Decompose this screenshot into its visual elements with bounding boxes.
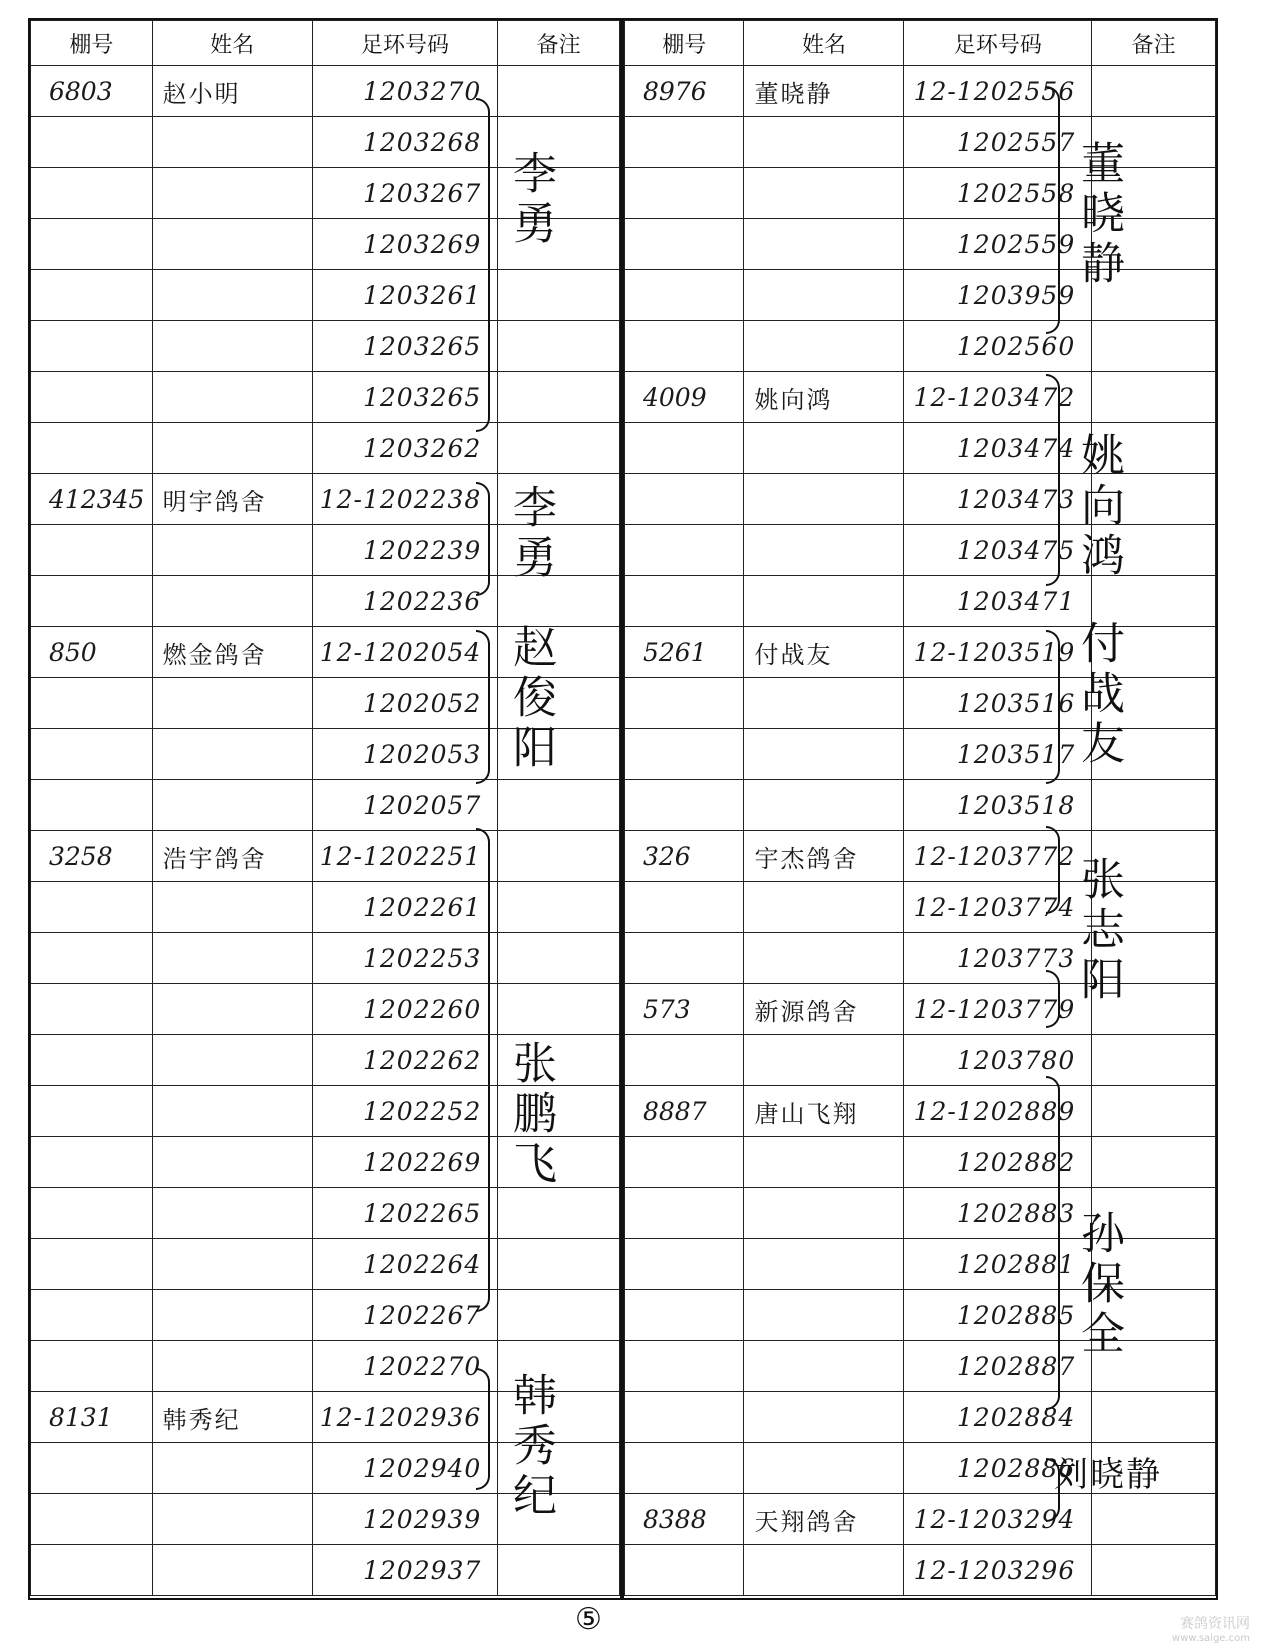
note-cell: [498, 1188, 620, 1239]
ring-number-cell: 1203475: [904, 525, 1092, 576]
ring-number-cell: 1202937: [312, 1545, 498, 1596]
owner-name-cell: [744, 321, 904, 372]
owner-name-cell: [744, 933, 904, 984]
pen-number-cell: [31, 1545, 153, 1596]
pen-number-cell: [625, 219, 744, 270]
owner-name-cell: [152, 1443, 312, 1494]
table-row: [625, 1545, 1216, 1596]
table-row: [31, 1188, 620, 1239]
owner-name-cell: [744, 729, 904, 780]
pen-number-cell: [625, 525, 744, 576]
pen-number-cell: [31, 525, 153, 576]
ring-number-cell: 1202940: [312, 1443, 498, 1494]
ring-number-cell: 1203270: [312, 66, 498, 117]
owner-name-cell: 唐山飞翔: [744, 1086, 904, 1137]
pen-number-cell: [31, 1494, 153, 1545]
note-cell: [1092, 372, 1216, 423]
table-row: [625, 1137, 1216, 1188]
ring-number-cell: 1202236: [312, 576, 498, 627]
right-brace-3: [1046, 630, 1060, 784]
note-cell: [1092, 780, 1216, 831]
right-table: [624, 20, 1216, 1596]
table-row: [31, 1290, 620, 1341]
pen-number-cell: [625, 1341, 744, 1392]
owner-name-cell: 董晓静: [744, 66, 904, 117]
table-row: [31, 66, 620, 117]
pen-number-cell: [31, 321, 153, 372]
pen-number-cell: [625, 474, 744, 525]
owner-name-cell: [152, 576, 312, 627]
left-table: [30, 20, 620, 1596]
owner-name-cell: [152, 1239, 312, 1290]
owner-name-cell: [744, 1239, 904, 1290]
owner-name-cell: [152, 1545, 312, 1596]
ring-number-cell: 1203474: [904, 423, 1092, 474]
owner-name-cell: [152, 1188, 312, 1239]
pen-number-cell: [31, 423, 153, 474]
owner-name-cell: [152, 933, 312, 984]
ring-number-cell: 1202252: [312, 1086, 498, 1137]
pen-number-cell: [31, 1188, 153, 1239]
pen-number-cell: [625, 1545, 744, 1596]
pen-number-cell: 6803: [31, 66, 153, 117]
ring-number-cell: 12-1203294: [904, 1494, 1092, 1545]
right-brace-4: [1046, 826, 1060, 914]
ring-number-cell: 1203773: [904, 933, 1092, 984]
ring-number-cell: 1202261: [312, 882, 498, 933]
table-row: [625, 423, 1216, 474]
owner-name-cell: [152, 1137, 312, 1188]
note-cell: [498, 882, 620, 933]
ring-number-cell: 1202560: [904, 321, 1092, 372]
owner-name-cell: [152, 219, 312, 270]
left-brace-4: [476, 828, 490, 1312]
table-row: [625, 882, 1216, 933]
right-note-4: 张志阳: [1073, 856, 1124, 1006]
pen-number-cell: [31, 270, 153, 321]
ring-number-cell: 12-1203296: [904, 1545, 1092, 1596]
owner-name-cell: [152, 1035, 312, 1086]
owner-name-cell: 宇杰鸽舍: [744, 831, 904, 882]
ring-number-cell: 1202264: [312, 1239, 498, 1290]
ring-number-cell: 1203265: [312, 321, 498, 372]
note-cell: [498, 933, 620, 984]
pen-number-cell: [31, 882, 153, 933]
ring-number-cell: 12-1202054: [312, 627, 498, 678]
table-row: [625, 1188, 1216, 1239]
table-row: [31, 423, 620, 474]
left-note-5: 韩秀纪: [505, 1372, 556, 1522]
note-cell: [498, 321, 620, 372]
left-note-1: 李勇: [505, 150, 556, 250]
table-row: [31, 831, 620, 882]
owner-name-cell: [744, 1188, 904, 1239]
table-row: [625, 933, 1216, 984]
ring-number-cell: 1202052: [312, 678, 498, 729]
ring-number-cell: 12-1203519: [904, 627, 1092, 678]
left-note-2: 李勇: [505, 484, 556, 584]
note-cell: [498, 66, 620, 117]
right-brace-5: [1046, 1076, 1060, 1410]
table-row: [625, 66, 1216, 117]
right-brace-1: [1046, 86, 1060, 334]
ring-number-cell: 1202267: [312, 1290, 498, 1341]
owner-name-cell: [744, 1392, 904, 1443]
ring-number-cell: 12-1202936: [312, 1392, 498, 1443]
note-cell: [498, 780, 620, 831]
table-row: [625, 168, 1216, 219]
note-cell: [498, 984, 620, 1035]
owner-name-cell: [152, 168, 312, 219]
pen-number-cell: [625, 321, 744, 372]
right-note-6: 刘晓静: [1054, 1455, 1162, 1495]
pen-number-cell: [31, 729, 153, 780]
pen-number-cell: 8131: [31, 1392, 153, 1443]
owner-name-cell: [744, 1137, 904, 1188]
owner-name-cell: [152, 372, 312, 423]
table-row: [625, 1239, 1216, 1290]
owner-name-cell: [152, 882, 312, 933]
pen-number-cell: [31, 1137, 153, 1188]
pen-number-cell: [31, 678, 153, 729]
ring-number-cell: 12-1203472: [904, 372, 1092, 423]
ring-number-cell: 1202887: [904, 1341, 1092, 1392]
table-row: [625, 219, 1216, 270]
owner-name-cell: [744, 882, 904, 933]
owner-name-cell: 赵小明: [152, 66, 312, 117]
ring-number-cell: 1202881: [904, 1239, 1092, 1290]
pen-number-cell: [625, 882, 744, 933]
ring-number-cell: 1203473: [904, 474, 1092, 525]
table-row: [625, 831, 1216, 882]
watermark-url: www.saige.com: [1172, 1633, 1250, 1644]
pen-number-cell: 4009: [625, 372, 744, 423]
ring-number-cell: 1202269: [312, 1137, 498, 1188]
owner-name-cell: [152, 780, 312, 831]
owner-name-cell: [152, 1494, 312, 1545]
ring-number-cell: 1202239: [312, 525, 498, 576]
owner-name-cell: 姚向鸿: [744, 372, 904, 423]
ring-number-cell: 1203267: [312, 168, 498, 219]
right-note-2: 姚向鸿: [1073, 432, 1124, 582]
site-watermark: [1172, 1613, 1250, 1644]
note-cell: [498, 270, 620, 321]
table-row: [31, 372, 620, 423]
table-row: [625, 1086, 1216, 1137]
owner-name-cell: [152, 117, 312, 168]
table-row: [31, 882, 620, 933]
table-row: [625, 678, 1216, 729]
ring-number-cell: 1203518: [904, 780, 1092, 831]
pen-number-cell: [31, 1290, 153, 1341]
owner-name-cell: [744, 678, 904, 729]
owner-name-cell: [744, 1545, 904, 1596]
ring-number-cell: 12-1202556: [904, 66, 1092, 117]
owner-name-cell: 天翔鸽舍: [744, 1494, 904, 1545]
owner-name-cell: [152, 525, 312, 576]
table-row: [625, 1341, 1216, 1392]
ring-number-cell: 1202260: [312, 984, 498, 1035]
ring-number-cell: 1203268: [312, 117, 498, 168]
owner-name-cell: [744, 576, 904, 627]
ring-number-cell: 1202557: [904, 117, 1092, 168]
ring-number-cell: 1203471: [904, 576, 1092, 627]
owner-name-cell: [744, 1035, 904, 1086]
header-note: 备注: [1092, 21, 1216, 66]
owner-name-cell: 明宇鸽舍: [152, 474, 312, 525]
table-row: [625, 117, 1216, 168]
ring-number-cell: 1203516: [904, 678, 1092, 729]
table-row: [31, 321, 620, 372]
table-row: [625, 525, 1216, 576]
ring-number-cell: 1202939: [312, 1494, 498, 1545]
ring-number-cell: 1202253: [312, 933, 498, 984]
note-cell: [1092, 321, 1216, 372]
right-note-3: 付战友: [1073, 620, 1124, 770]
ring-number-cell: 1203269: [312, 219, 498, 270]
note-cell: [1092, 1392, 1216, 1443]
pen-number-cell: [31, 117, 153, 168]
note-cell: [1092, 1035, 1216, 1086]
pen-number-cell: [31, 780, 153, 831]
table-row: [31, 933, 620, 984]
pen-number-cell: [31, 1035, 153, 1086]
table-row: [625, 270, 1216, 321]
ring-number-cell: 1202265: [312, 1188, 498, 1239]
note-cell: [1092, 1545, 1216, 1596]
header-name: 姓名: [152, 21, 312, 66]
pen-number-cell: 850: [31, 627, 153, 678]
ring-number-cell: 1203780: [904, 1035, 1092, 1086]
table-row: [625, 729, 1216, 780]
owner-name-cell: [744, 117, 904, 168]
pen-number-cell: 412345: [31, 474, 153, 525]
header-note: 备注: [498, 21, 620, 66]
table-row: [625, 372, 1216, 423]
note-cell: [1092, 1086, 1216, 1137]
pen-number-cell: 3258: [31, 831, 153, 882]
owner-name-cell: [744, 780, 904, 831]
pen-number-cell: [625, 1290, 744, 1341]
owner-name-cell: [744, 1443, 904, 1494]
owner-name-cell: [744, 423, 904, 474]
note-cell: [498, 1545, 620, 1596]
note-cell: [1092, 1137, 1216, 1188]
ring-number-cell: 1202884: [904, 1392, 1092, 1443]
table-row: [625, 321, 1216, 372]
pen-number-cell: [625, 1035, 744, 1086]
owner-name-cell: [744, 1341, 904, 1392]
pen-number-cell: [625, 168, 744, 219]
table-row: [625, 627, 1216, 678]
header-ring: 足环号码: [312, 21, 498, 66]
table-row: [625, 576, 1216, 627]
table-row: [625, 1290, 1216, 1341]
right-brace-4b: [1046, 970, 1060, 1028]
ring-number-cell: 1203265: [312, 372, 498, 423]
owner-name-cell: [744, 219, 904, 270]
owner-name-cell: 新源鸽舍: [744, 984, 904, 1035]
pen-number-cell: [31, 576, 153, 627]
pen-number-cell: [625, 678, 744, 729]
pen-number-cell: 326: [625, 831, 744, 882]
pen-number-cell: [625, 1137, 744, 1188]
owner-name-cell: [152, 729, 312, 780]
owner-name-cell: [152, 678, 312, 729]
note-cell: [1092, 66, 1216, 117]
note-cell: [1092, 1494, 1216, 1545]
owner-name-cell: [744, 474, 904, 525]
owner-name-cell: [152, 270, 312, 321]
owner-name-cell: 浩宇鸽舍: [152, 831, 312, 882]
owner-name-cell: [152, 1086, 312, 1137]
left-brace-3: [476, 630, 490, 784]
owner-name-cell: 燃金鸽舍: [152, 627, 312, 678]
pen-number-cell: [31, 168, 153, 219]
pen-number-cell: 8887: [625, 1086, 744, 1137]
table-row: [625, 1494, 1216, 1545]
ring-number-cell: 1202885: [904, 1290, 1092, 1341]
ring-number-cell: 1203959: [904, 270, 1092, 321]
ring-number-cell: 1202053: [312, 729, 498, 780]
ring-number-cell: 12-1203772: [904, 831, 1092, 882]
table-row: [625, 1392, 1216, 1443]
ring-number-cell: 1203517: [904, 729, 1092, 780]
pen-number-cell: [625, 576, 744, 627]
ring-number-cell: 1203261: [312, 270, 498, 321]
header-ring: 足环号码: [904, 21, 1092, 66]
ring-number-cell: 1203262: [312, 423, 498, 474]
owner-name-cell: [152, 423, 312, 474]
ring-number-cell: 12-1202251: [312, 831, 498, 882]
left-register-table: [28, 18, 622, 1600]
pen-number-cell: [625, 270, 744, 321]
ring-number-cell: 1202882: [904, 1137, 1092, 1188]
table-row: [625, 984, 1216, 1035]
pen-number-cell: [31, 1239, 153, 1290]
note-cell: [498, 1290, 620, 1341]
left-note-3: 赵俊阳: [505, 624, 556, 774]
table-row: [625, 474, 1216, 525]
pen-number-cell: [625, 1392, 744, 1443]
watermark-name: 赛鸽资讯网: [1180, 1616, 1250, 1632]
table-row: [31, 270, 620, 321]
right-brace-2: [1046, 374, 1060, 586]
pen-number-cell: [31, 219, 153, 270]
pen-number-cell: [31, 1341, 153, 1392]
note-cell: [498, 423, 620, 474]
note-cell: [498, 831, 620, 882]
right-header-row: [625, 21, 1216, 66]
table-row: [31, 1545, 620, 1596]
pen-number-cell: [31, 1086, 153, 1137]
owner-name-cell: [152, 321, 312, 372]
right-note-1: 董晓静: [1073, 140, 1124, 290]
pen-number-cell: [625, 1188, 744, 1239]
owner-name-cell: [152, 984, 312, 1035]
note-cell: [498, 1239, 620, 1290]
left-note-4: 张鹏飞: [505, 1040, 556, 1190]
pen-number-cell: 8388: [625, 1494, 744, 1545]
pen-number-cell: [31, 984, 153, 1035]
ring-number-cell: 12-1202889: [904, 1086, 1092, 1137]
left-brace-5: [476, 1368, 490, 1490]
page-number-mark: ⑤: [575, 1602, 602, 1637]
owner-name-cell: [744, 1290, 904, 1341]
owner-name-cell: [152, 1290, 312, 1341]
ring-number-cell: 1202270: [312, 1341, 498, 1392]
table-row: [625, 1035, 1216, 1086]
note-cell: [498, 372, 620, 423]
table-row: [31, 984, 620, 1035]
owner-name-cell: 付战友: [744, 627, 904, 678]
pen-number-cell: 8976: [625, 66, 744, 117]
pen-number-cell: [31, 372, 153, 423]
owner-name-cell: [744, 270, 904, 321]
left-brace-2: [476, 482, 490, 596]
ring-number-cell: 1202262: [312, 1035, 498, 1086]
left-brace-1: [476, 98, 490, 432]
ring-number-cell: 1202883: [904, 1188, 1092, 1239]
pen-number-cell: [625, 117, 744, 168]
pen-number-cell: [625, 1239, 744, 1290]
pen-number-cell: [625, 423, 744, 474]
pen-number-cell: [625, 933, 744, 984]
ring-number-cell: 1202057: [312, 780, 498, 831]
left-header-row: [31, 21, 620, 66]
ring-number-cell: 1202558: [904, 168, 1092, 219]
owner-name-cell: [744, 525, 904, 576]
right-note-5: 孙保全: [1073, 1210, 1124, 1360]
pen-number-cell: [625, 780, 744, 831]
owner-name-cell: [152, 1341, 312, 1392]
ring-number-cell: 12-1203779: [904, 984, 1092, 1035]
pen-number-cell: 5261: [625, 627, 744, 678]
pen-number-cell: 573: [625, 984, 744, 1035]
owner-name-cell: 韩秀纪: [152, 1392, 312, 1443]
header-pen: 棚号: [31, 21, 153, 66]
pen-number-cell: [31, 1443, 153, 1494]
ring-number-cell: 1202559: [904, 219, 1092, 270]
pen-number-cell: [625, 1443, 744, 1494]
pen-number-cell: [625, 729, 744, 780]
table-row: [31, 780, 620, 831]
note-cell: [1092, 576, 1216, 627]
ring-number-cell: 12-1202238: [312, 474, 498, 525]
ring-number-cell: 12-1203774: [904, 882, 1092, 933]
right-register-table: [622, 18, 1218, 1600]
pen-number-cell: [31, 933, 153, 984]
owner-name-cell: [744, 168, 904, 219]
table-row: [625, 780, 1216, 831]
table-row: [31, 1239, 620, 1290]
header-name: 姓名: [744, 21, 904, 66]
ring-number-cell: 1202886: [904, 1443, 1092, 1494]
header-pen: 棚号: [625, 21, 744, 66]
